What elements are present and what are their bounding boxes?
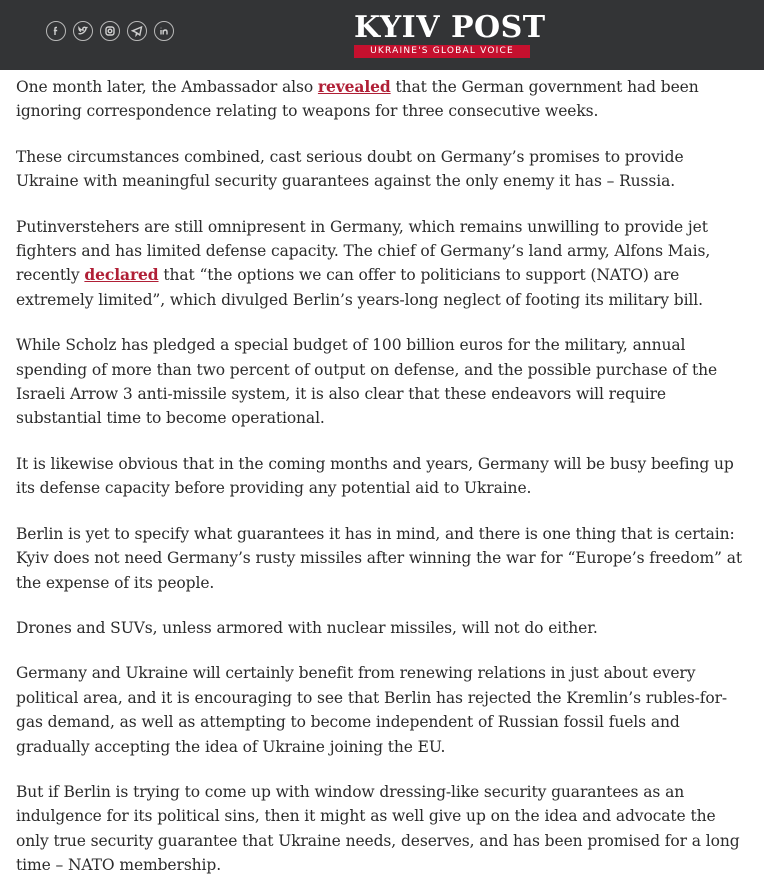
- linkedin-icon[interactable]: [154, 21, 174, 41]
- social-links: [46, 21, 174, 41]
- site-header: [0, 0, 764, 70]
- paragraph-text: that the German government had been ignoring correspondence relating to weapons for three consecutive weeks.: [16, 78, 699, 121]
- twitter-icon[interactable]: [73, 21, 93, 41]
- article-paragraph: [16, 215, 748, 313]
- article-paragraph: It is likewise obvious that in the coming months and years, Germany will be busy beefing up its defense capacity before providing any potential aid to Ukraine.: [16, 454, 734, 498]
- article-paragraph: Germany and Ukraine will certainly benefit from renewing relations in just about every political area, and it is encouraging to see that Berlin has rejected the Kremlin’s rubles-for-gas demand, as well as attempting to become independent of Russian fossil fuels and gradually accepting the idea of Ukraine joining the EU.: [16, 664, 728, 756]
- paragraph-text: that “the options we can offer to politicians to support (NATO) are extremely limited”, which divulged Berlin’s years-long neglect of footing its military bill.: [16, 266, 703, 309]
- instagram-icon[interactable]: [100, 21, 120, 41]
- article-paragraph: Drones and SUVs, unless armored with nuclear missiles, will not do either.: [16, 618, 598, 637]
- article-paragraph: These circumstances combined, cast serious doubt on Germany’s promises to provide Ukraine with meaningful security guarantees against the only enemy it has – Russia.: [16, 147, 684, 191]
- article-paragraph: But if Berlin is trying to come up with window dressing-like security guarantees as an indulgence for its political sins, then it might as well give up on the idea and advocate the only true security guarantee that Ukraine needs, deserves, and has been promised for a long time – NATO membership.: [16, 782, 740, 875]
- article-body: [0, 75, 764, 878]
- logo-tagline: UKRAINE'S GLOBAL VOICE: [354, 45, 530, 58]
- article-paragraph: [16, 75, 748, 124]
- telegram-icon[interactable]: [127, 21, 147, 41]
- logo-wordmark: KYIV POST: [354, 10, 546, 45]
- paragraph-text: One month later, the Ambassador also: [16, 78, 318, 96]
- link-declared[interactable]: declared: [84, 265, 159, 285]
- site-logo[interactable]: [354, 10, 546, 58]
- paragraph-text: Putinverstehers are still omnipresent in Germany, which remains unwilling to provide jet fighters and has limited defense capacity. The chief of Germany’s land army, Alfons Mais, recently: [16, 217, 711, 285]
- facebook-icon[interactable]: [46, 21, 66, 41]
- link-revealed[interactable]: revealed: [317, 77, 391, 96]
- article-paragraph: Berlin is yet to specify what guarantees it has in mind, and there is one thing that is certain: Kyiv does not need Germany’s rusty missiles after winning the war for “Europe’s freedom” at the expense of its people.: [16, 524, 742, 592]
- article-paragraph: While Scholz has pledged a special budget of 100 billion euros for the military, annual spending of more than two percent of output on defense, and the possible purchase of the Israeli Arrow 3 anti-missile system, it is also clear that these endeavors will require substantial time to become operational.: [16, 336, 718, 428]
